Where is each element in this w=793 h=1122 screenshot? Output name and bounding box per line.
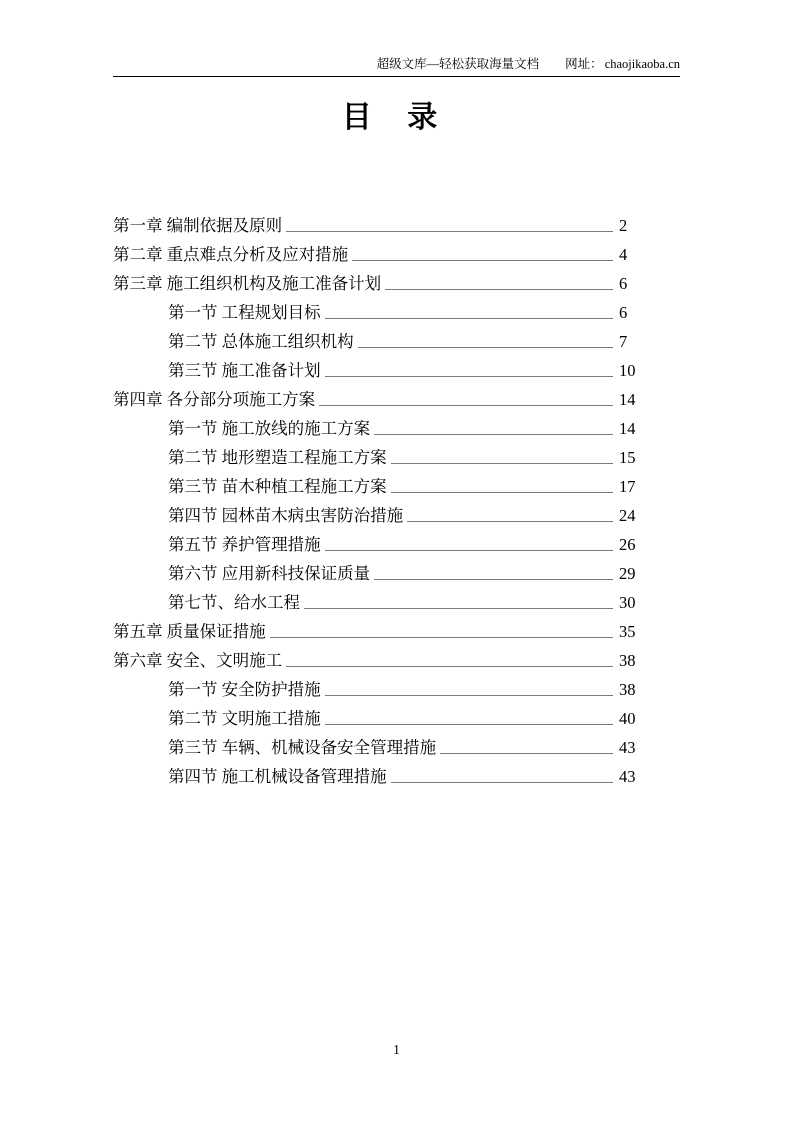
- toc-leader: [385, 289, 613, 290]
- toc-entry-page: 6: [619, 274, 628, 293]
- footer-page-number: 1: [393, 1042, 400, 1057]
- toc-leader: [325, 695, 613, 696]
- toc-leader: [270, 637, 613, 638]
- toc-entry[interactable]: [168, 730, 653, 759]
- toc-entry-label: 第二节 文明施工措施: [168, 709, 321, 728]
- toc-entry-page: 6: [619, 303, 628, 322]
- toc-entry[interactable]: [168, 759, 653, 788]
- toc-leader: [325, 724, 613, 725]
- toc-entry[interactable]: [168, 701, 653, 730]
- toc-leader: [391, 782, 613, 783]
- toc-entry-page: 30: [619, 593, 636, 612]
- toc-entry-label: 第二章 重点难点分析及应对措施: [113, 245, 349, 264]
- toc-entry-label: 第三节 车辆、机械设备安全管理措施: [168, 738, 437, 757]
- toc-entry[interactable]: [113, 266, 653, 295]
- toc-entry[interactable]: [113, 614, 653, 643]
- toc-leader: [391, 463, 613, 464]
- toc-leader: [407, 521, 613, 522]
- toc-entry-label: 第二节 地形塑造工程施工方案: [168, 448, 387, 467]
- toc-entry-label: 第三节 苗木种植工程施工方案: [168, 477, 387, 496]
- toc-entry-label: 第三章 施工组织机构及施工准备计划: [113, 274, 382, 293]
- toc-entry[interactable]: [168, 440, 653, 469]
- toc-entry-page: 43: [619, 738, 636, 757]
- toc-leader: [319, 405, 613, 406]
- header-url: chaojikaoba.cn: [604, 57, 680, 71]
- toc-entry-page: 7: [619, 332, 628, 351]
- toc-leader: [325, 376, 613, 377]
- toc-entry-label: 第四章 各分部分项施工方案: [113, 390, 316, 409]
- toc-entry-page: 40: [619, 709, 636, 728]
- table-of-contents: [113, 208, 653, 788]
- toc-entry-page: 26: [619, 535, 636, 554]
- header-site-title: 超级文库—轻松获取海量文档: [376, 57, 540, 71]
- toc-entry[interactable]: [168, 585, 653, 614]
- toc-entry-page: 15: [619, 448, 636, 467]
- toc-entry[interactable]: [168, 672, 653, 701]
- toc-entry-page: 14: [619, 390, 636, 409]
- toc-entry-page: 17: [619, 477, 636, 496]
- toc-leader: [352, 260, 613, 261]
- toc-entry-label: 第一章 编制依据及原则: [113, 216, 283, 235]
- toc-leader: [286, 666, 613, 667]
- toc-entry-page: 29: [619, 564, 636, 583]
- toc-entry[interactable]: [113, 237, 653, 266]
- toc-leader: [374, 434, 613, 435]
- toc-entry[interactable]: [168, 469, 653, 498]
- toc-entry-page: 35: [619, 622, 636, 641]
- toc-entry-page: 38: [619, 651, 636, 670]
- toc-entry[interactable]: [113, 643, 653, 672]
- toc-leader: [358, 347, 613, 348]
- toc-entry[interactable]: [168, 353, 653, 382]
- page-title: 目 录: [341, 101, 452, 134]
- toc-entry-label: 第四节 园林苗木病虫害防治措施: [168, 506, 404, 525]
- toc-entry-page: 4: [619, 245, 628, 264]
- toc-entry[interactable]: [168, 295, 653, 324]
- toc-entry-label: 第三节 施工准备计划: [168, 361, 321, 380]
- toc-entry-label: 第四节 施工机械设备管理措施: [168, 767, 387, 786]
- toc-entry[interactable]: [113, 382, 653, 411]
- toc-entry-page: 38: [619, 680, 636, 699]
- toc-entry-label: 第一节 施工放线的施工方案: [168, 419, 371, 438]
- toc-entry[interactable]: [168, 556, 653, 585]
- toc-entry-label: 第二节 总体施工组织机构: [168, 332, 354, 351]
- toc-entry[interactable]: [168, 498, 653, 527]
- toc-leader: [304, 608, 613, 609]
- toc-entry-label: 第一节 工程规划目标: [168, 303, 321, 322]
- toc-leader: [374, 579, 613, 580]
- toc-leader: [286, 231, 613, 232]
- toc-entry[interactable]: [168, 411, 653, 440]
- toc-leader: [325, 550, 613, 551]
- toc-entry-page: 2: [619, 216, 628, 235]
- page-header: [113, 54, 680, 72]
- toc-entry-page: 24: [619, 506, 636, 525]
- toc-entry-label: 第七节、给水工程: [168, 593, 300, 612]
- toc-entry-label: 第六章 安全、文明施工: [113, 651, 283, 670]
- toc-entry-page: 43: [619, 767, 636, 786]
- toc-entry[interactable]: [168, 324, 653, 353]
- toc-entry-label: 第五章 质量保证措施: [113, 622, 266, 641]
- toc-leader: [325, 318, 613, 319]
- toc-entry-label: 第六节 应用新科技保证质量: [168, 564, 371, 583]
- toc-leader: [391, 492, 613, 493]
- toc-entry-label: 第五节 养护管理措施: [168, 535, 321, 554]
- header-divider: [113, 76, 680, 77]
- toc-entry[interactable]: [113, 208, 653, 237]
- header-url-label: 网址：: [565, 57, 603, 71]
- toc-entry-label: 第一节 安全防护措施: [168, 680, 321, 699]
- toc-entry-page: 14: [619, 419, 636, 438]
- toc-entry-page: 10: [619, 361, 636, 380]
- toc-entry[interactable]: [168, 527, 653, 556]
- toc-leader: [440, 753, 613, 754]
